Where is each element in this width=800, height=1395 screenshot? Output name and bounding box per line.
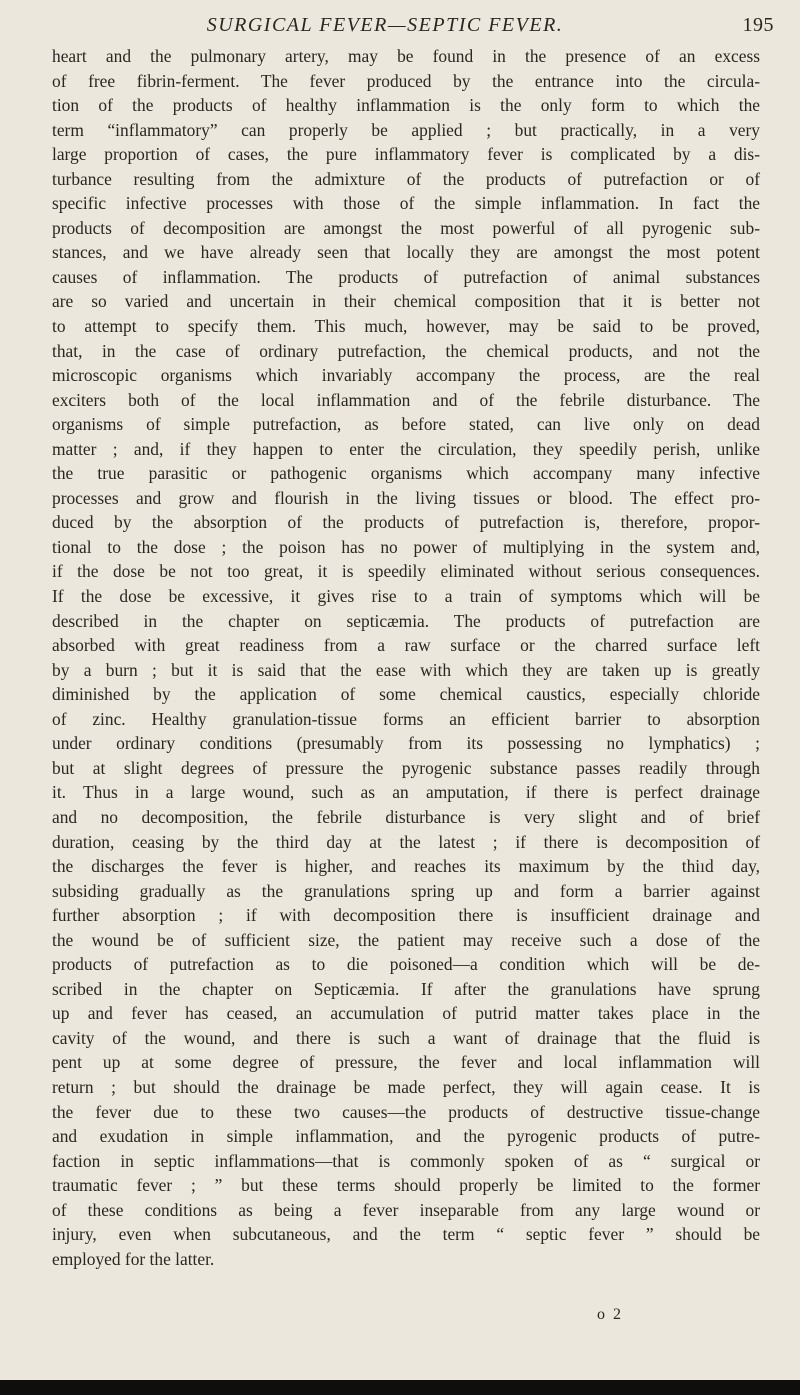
text-line: faction in septic inflammations—that is commonly spoken of as “ surgical or xyxy=(52,1150,760,1171)
text-line: the discharges the fever is higher, and reaches its maximum by the thiıd day, xyxy=(52,856,760,877)
text-line: stances, and we have already seen that locally they are amongst the most potent xyxy=(52,242,760,263)
text-line: the true parasitic or pathogenic organisms which accompany many infective xyxy=(52,463,760,484)
text-line: the wound be of sufficient size, the patient may receive such a dose of the xyxy=(52,929,760,950)
text-line: specific infective processes with those of the simple inflammation. In fact the xyxy=(52,193,760,214)
text-line: are so varied and uncertain in their chemical composition that it is better not xyxy=(52,291,760,312)
text-line: scribed in the chapter on Septicæmia. If after the granulations have sprung xyxy=(52,978,760,999)
text-line: If the dose be excessive, it gives rise to a train of symptoms which will be xyxy=(52,586,760,607)
text-line: processes and grow and flourish in the living tissues or blood. The effect pro- xyxy=(52,487,760,508)
text-line: the fever due to these two causes—the products of destructive tissue-change xyxy=(52,1101,760,1122)
text-line: described in the chapter on septicæmia. The products of putrefaction are xyxy=(52,610,760,631)
text-line: tional to the dose ; the poison has no power of multiplying in the system and, xyxy=(52,536,760,557)
text-line: cavity of the wound, and there is such a want of drainage that the fluid is xyxy=(52,1027,760,1048)
text-line: pent up at some degree of pressure, the fever and local inflammation will xyxy=(52,1052,760,1073)
text-line: further absorption ; if with decomposition there is insufficient drainage and xyxy=(52,905,760,926)
bottom-edge-bar xyxy=(0,1380,800,1395)
text-line: products of putrefaction as to die poisoned—a condition which will be de- xyxy=(52,954,760,975)
text-line: tion of the products of healthy inflammation is the only form to which the xyxy=(52,95,760,116)
text-line: of these conditions as being a fever inseparable from any large wound or xyxy=(52,1199,760,1220)
text-line: that, in the case of ordinary putrefaction, the chemical products, and not the xyxy=(52,340,760,361)
text-line: products of decomposition are amongst the most powerful of all pyrogenic sub- xyxy=(52,217,760,238)
text-line: causes of inflammation. The products of putrefaction of animal substances xyxy=(52,266,760,287)
text-line: turbance resulting from the admixture of the products of putrefaction or of xyxy=(52,168,760,189)
text-line: up and fever has ceased, an accumulation of putrid matter takes place in the xyxy=(52,1003,760,1024)
text-line: diminished by the application of some chemical caustics, especially chloride xyxy=(52,684,760,705)
body-paragraph xyxy=(52,44,760,1271)
text-line: and no decomposition, the febrile disturbance is very slight and of brief xyxy=(52,806,760,827)
text-line: large proportion of cases, the pure inflammatory fever is complicated by a dis- xyxy=(52,144,760,165)
text-line: organisms of simple putrefaction, as before stated, can live only on dead xyxy=(52,414,760,435)
text-line: term “inflammatory” can properly be applied ; but practically, in a very xyxy=(52,119,760,140)
text-line: matter ; and, if they happen to enter the circulation, they speedily perish, unlike xyxy=(52,438,760,459)
text-line: return ; but should the drainage be made perfect, they will again cease. It is xyxy=(52,1076,760,1097)
text-line: traumatic fever ; ” but these terms should properly be limited to the former xyxy=(52,1175,760,1196)
text-line: it. Thus in a large wound, such as an amputation, if there is perfect drainage xyxy=(52,782,760,803)
text-line: to attempt to specify them. This much, however, may be said to be proved, xyxy=(52,316,760,337)
text-line: duration, ceasing by the third day at the latest ; if there is decomposition of xyxy=(52,831,760,852)
text-line: heart and the pulmonary artery, may be found in the presence of an excess xyxy=(52,46,760,66)
text-line: but at slight degrees of pressure the pyrogenic substance passes readily through xyxy=(52,757,760,778)
text-line: subsiding gradually as the granulations spring up and form a barrier against xyxy=(52,880,760,901)
text-line: if the dose be not too great, it is speedily eliminated without serious consequences. xyxy=(52,561,760,582)
text-line: absorbed with great readiness from a raw surface or the charred surface left xyxy=(52,635,760,656)
text-line: and exudation in simple inflammation, and the pyrogenic products of putre- xyxy=(52,1126,760,1147)
text-line: injury, even when subcutaneous, and the term “ septic fever ” should be xyxy=(52,1224,760,1245)
text-line: exciters both of the local inflammation and of the febrile disturbance. The xyxy=(52,389,760,410)
text-line: of free fibrin-ferment. The fever produced by the entrance into the circula- xyxy=(52,70,760,91)
signature-mark: o 2 xyxy=(597,1306,623,1323)
running-head-title: SURGICAL FEVER—SEPTIC FEVER. xyxy=(206,14,564,36)
text-line: under ordinary conditions (presumably from its possessing no lymphatics) ; xyxy=(52,733,760,754)
text-line: employed for the latter. xyxy=(52,1248,215,1269)
text-line: of zinc. Healthy granulation-tissue forms an efficient barrier to absorption xyxy=(52,708,760,729)
text-line: microscopic organisms which invariably accompany the process, are the real xyxy=(52,365,760,386)
page-number: 195 xyxy=(742,14,774,36)
text-line: duced by the absorption of the products of putrefaction is, therefore, propor- xyxy=(52,512,760,533)
text-line: by a burn ; but it is said that the ease with which they are taken up is greatly xyxy=(52,659,760,680)
